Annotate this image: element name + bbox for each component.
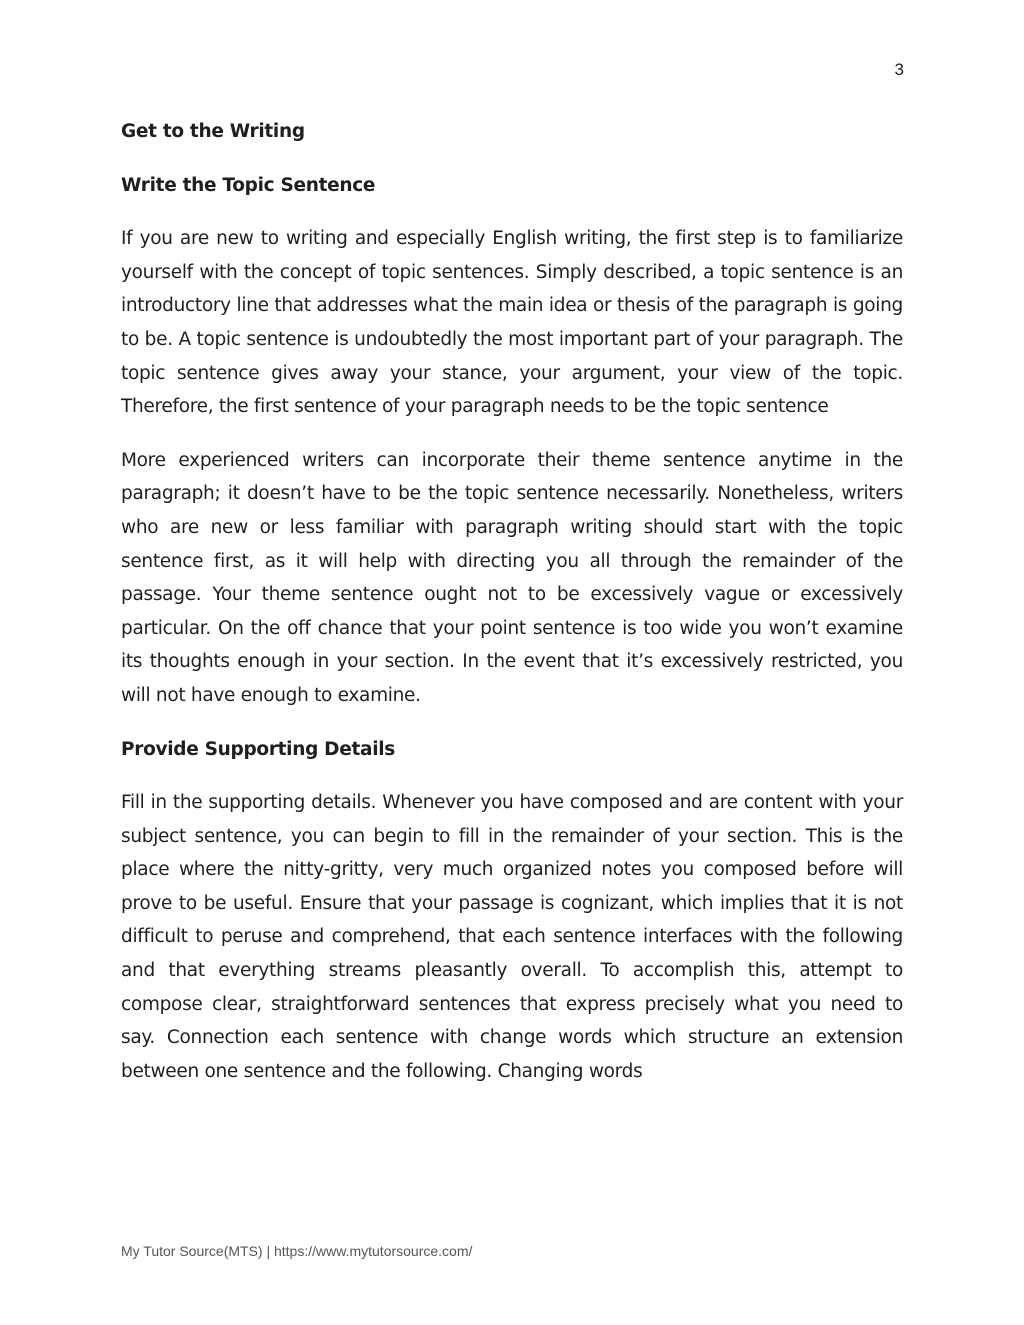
heading-provide-supporting-details: Provide Supporting Details [121, 738, 396, 760]
heading-get-to-the-writing: Get to the Writing [121, 121, 305, 142]
page-content [121, 115, 903, 1108]
paragraph-experienced-writers: More experienced writers can incorporate their theme sentence anytime in the paragraph; it doesn’t have to be the topic sentence necessarily. Nonetheless, writers who are new or less familiar with paragraph writing should start with the topic sentence first, as it will help with directing you all through the remainder of the passage. Your theme sentence ought not to be excessively vague or excessively particular. On the off chance that your point sentence is too wide you won’t examine its thoughts enough in your section. In the event that it’s excessively restricted, you will not have enough to examine. [121, 449, 903, 706]
page-footer: My Tutor Source(MTS) | https://www.mytutorsource.com/ [121, 1243, 473, 1259]
page-number: 3 [894, 60, 904, 79]
heading-write-topic-sentence: Write the Topic Sentence [121, 174, 376, 196]
paragraph-topic-sentence-intro: If you are new to writing and especially English writing, the first step is to familiarize yourself with the concept of topic sentences. Simply described, a topic sentence is an introductory line that addresses what the main idea or thesis of the paragraph is going to be. A topic sentence is undoubtedly the most important part of your paragraph. The topic sentence gives away your stance, your argument, your view of the topic. Therefore, the first sentence of your paragraph needs to be the topic sentence [121, 228, 903, 418]
paragraph-supporting-details: Fill in the supporting details. Whenever you have composed and are content with your subject sentence, you can begin to fill in the remainder of your section. This is the place where the nitty-gritty, very much organized notes you composed before will prove to be useful. Ensure that your passage is cognizant, which implies that it is not difficult to peruse and comprehend, that each sentence interfaces with the following and that everything streams pleasantly overall. To accomplish this, attempt to compose clear, straightforward sentences that express precisely what you need to say. Connection each sentence with change words which structure an extension between one sentence and the following. Changing words [121, 792, 903, 1082]
